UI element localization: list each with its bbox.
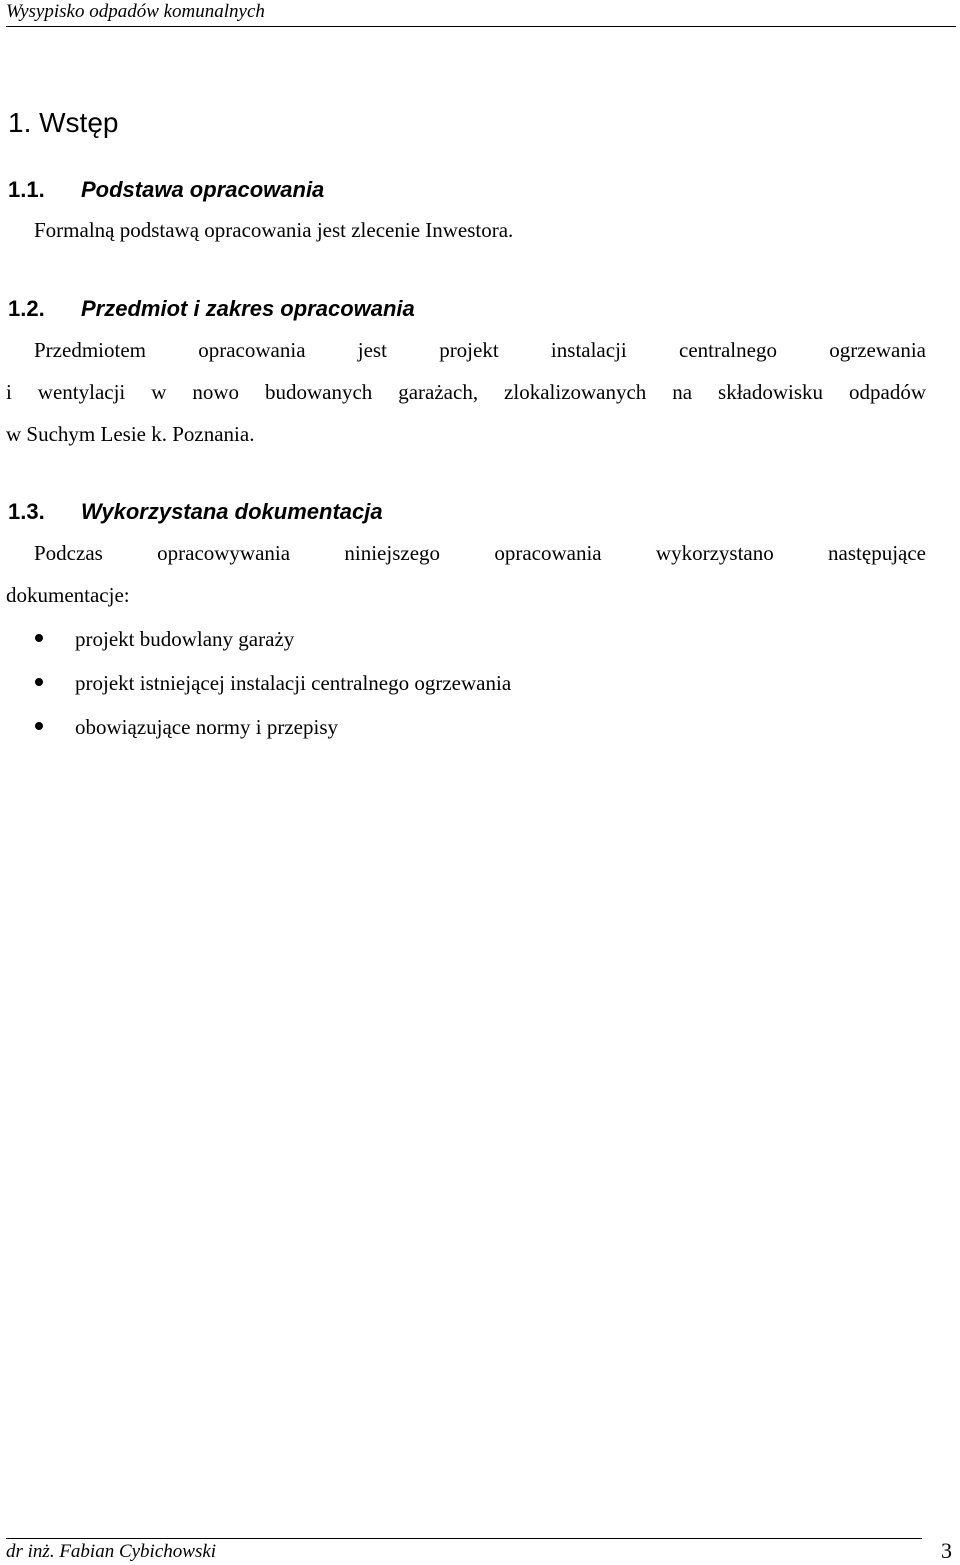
subsection-title: Podstawa opracowania xyxy=(81,177,325,202)
subsection-number: 1.2. xyxy=(8,296,45,321)
subsection-heading-1-3 xyxy=(8,498,383,526)
subsection-title: Wykorzystana dokumentacja xyxy=(81,499,383,524)
paragraph-line: Podczas opracowywania niniejszego opracowania wykorzystano następujące xyxy=(34,541,926,565)
list-item-text: projekt istniejącej instalacji centralnego ogrzewania xyxy=(75,671,512,695)
page-header xyxy=(6,0,956,27)
paragraph-podstawa xyxy=(6,209,926,251)
paragraph-line: Przedmiotem opracowania jest projekt instalacji centralnego ogrzewania xyxy=(34,338,926,362)
subsection-number: 1.3. xyxy=(8,499,45,524)
subsection-heading-1-2 xyxy=(8,295,415,323)
paragraph-line: dokumentacje: xyxy=(6,583,130,607)
bullet-icon xyxy=(35,722,43,730)
footer-author: dr inż. Fabian Cybichowski xyxy=(6,1541,217,1562)
subsection-heading-1-1 xyxy=(8,176,324,204)
header-title: Wysypisko odpadów komunalnych xyxy=(6,1,265,22)
subsection-title: Przedmiot i zakres opracowania xyxy=(81,296,415,321)
section-heading-wstep: 1. Wstęp xyxy=(8,107,119,138)
list-item-text: obowiązujące normy i przepisy xyxy=(75,715,338,739)
footer-divider xyxy=(6,1538,922,1539)
subsection-number: 1.1. xyxy=(8,177,45,202)
bullet-icon xyxy=(35,678,43,686)
paragraph-line: w Suchym Lesie k. Poznania. xyxy=(6,422,255,446)
list-item-text: projekt budowlany garaży xyxy=(75,627,295,651)
bullet-icon xyxy=(35,634,43,642)
paragraph-line: i wentylacji w nowo budowanych garażach, zlokalizowanych na składowisku odpadów xyxy=(6,380,926,404)
paragraph-text: Formalną podstawą opracowania jest zlecenie Inwestora. xyxy=(34,218,514,242)
page-number: 3 xyxy=(941,1538,952,1563)
